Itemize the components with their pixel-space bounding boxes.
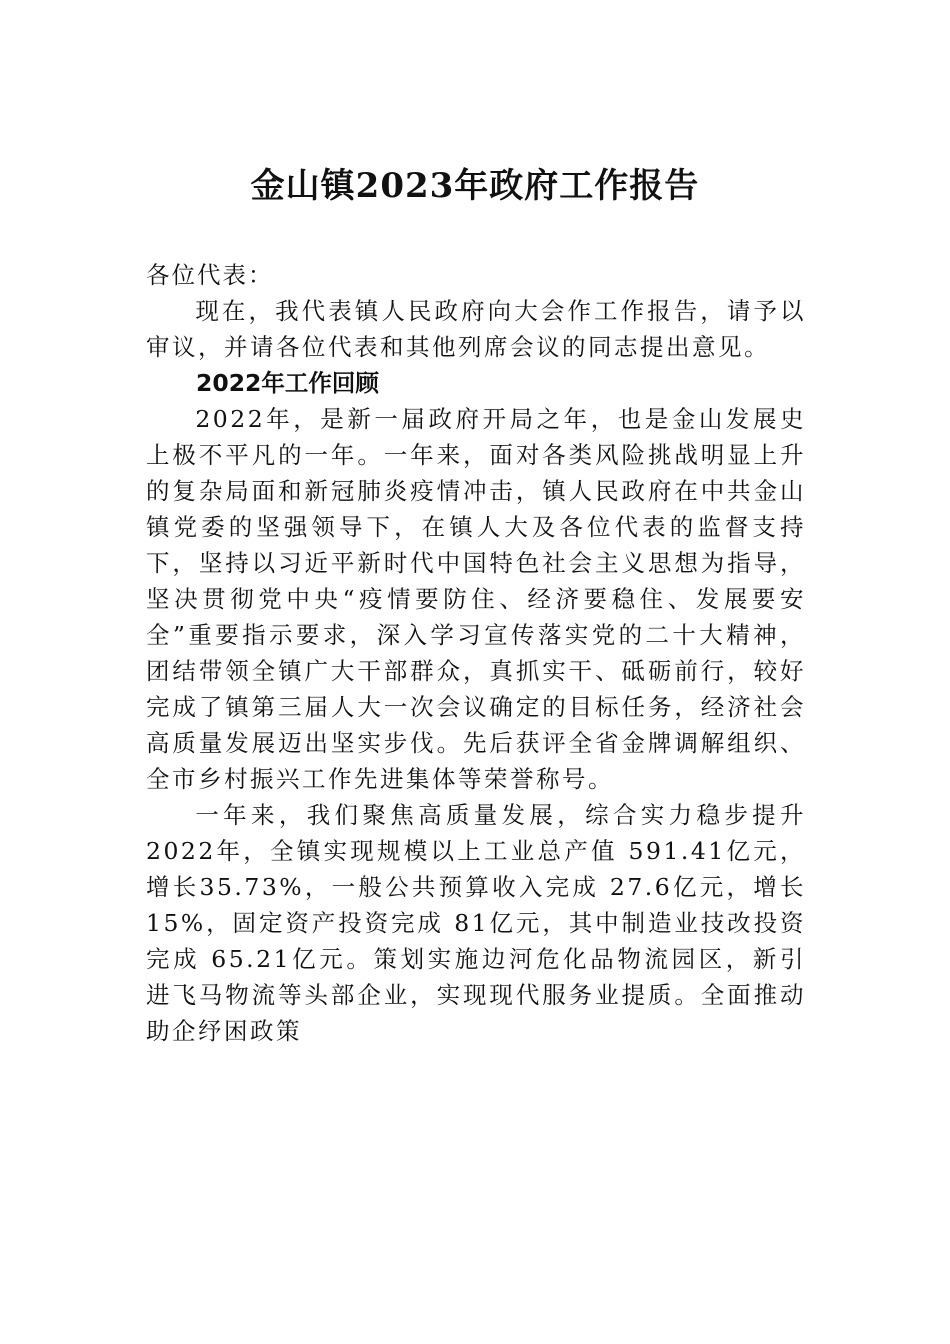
- document-body: [146, 257, 806, 1049]
- review-paragraph-1: 2022年，是新一届政府开局之年，也是金山发展史上极不平凡的一年。一年来，面对各类风险挑战明显上升的复杂局面和新冠肺炎疫情冲击，镇人民政府在中共金山镇党委的坚强领导下，在镇人大及各位代表的监督支持下，坚持以习近平新时代中国特色社会主义思想为指导，坚决贯彻党中央“疫情要防住、经济要稳住、发展要安全”重要指示要求，深入学习宣传落实党的二十大精神，团结带领全镇广大干部群众，真抓实干、砥砺前行，较好完成了镇第三届人大一次会议确定的目标任务，经济社会高质量发展迈出坚实步伐。先后获评全省金牌调解组织、全市乡村振兴工作先进集体等荣誉称号。: [146, 405, 806, 793]
- document-title: 金山镇2023年政府工作报告: [250, 166, 700, 206]
- intro-paragraph: 现在，我代表镇人民政府向大会作工作报告，请予以审议，并请各位代表和其他列席会议的同志提出意见。: [146, 297, 806, 361]
- review-paragraph-2: 一年来，我们聚焦高质量发展，综合实力稳步提升2022年，全镇实现规模以上工业总产值 591.41亿元，增长35.73%，一般公共预算收入完成 27.6亿元，增长 15%，固定资产投资完成 81亿元，其中制造业技改投资完成 65.21亿元。策划实施边河危化品物流园区，新引进飞马物流等头部企业，实现现代服务业提质。全面推动助企纾困政策: [146, 801, 806, 1045]
- section-heading: 2022年工作回顾: [196, 369, 379, 397]
- salutation: 各位代表：: [146, 261, 274, 289]
